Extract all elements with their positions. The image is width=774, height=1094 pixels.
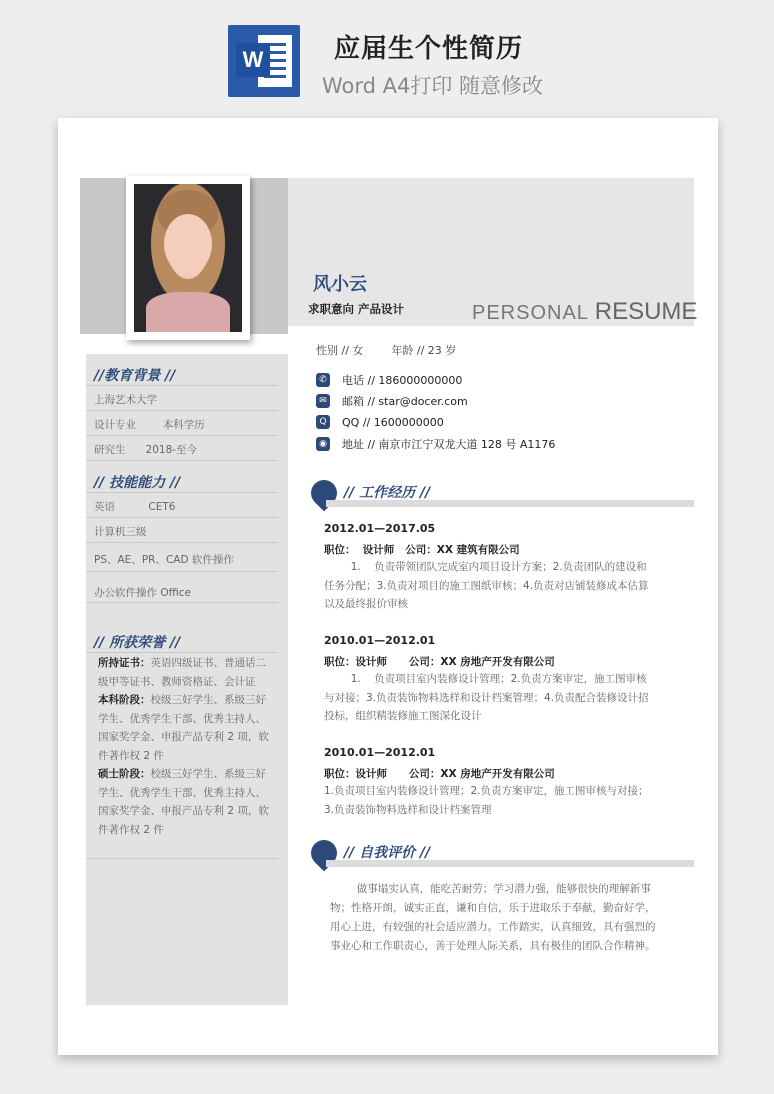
mail-icon: ✉: [316, 394, 330, 408]
honor-item: 所持证书：英语四级证书、普通话二级甲等证书、教师资格证、会计证: [98, 657, 266, 688]
job-role: 职位：设计师 公司：XX 房地产开发有限公司: [324, 768, 555, 780]
word-letter: W: [236, 43, 270, 77]
location-icon: ◉: [316, 437, 330, 451]
education-row: 上海艺术大学: [94, 394, 157, 406]
education-row: 设计专业 本科学历: [94, 419, 205, 431]
qq-icon: Q: [316, 415, 330, 429]
self-eval-title: // 自我评价 //: [344, 845, 431, 861]
contact-email: ✉ 邮箱 // star@docer.com: [316, 393, 468, 409]
personal-resume-brand: PERSONAL RESUME: [472, 298, 698, 325]
education-row: 研究生 2018-至今: [94, 444, 198, 456]
honors-title: // 所获荣誉 //: [94, 635, 181, 651]
phone-icon: ✆: [316, 373, 330, 387]
avatar: [134, 184, 242, 332]
job-description: 1.负责项目室内装修设计管理；2.负责方案审定，施工图审核与对接；3.负责装饰物料选样和设计档案管理: [324, 785, 649, 816]
job-role: 职位： 设计师 公司：XX 建筑有限公司: [324, 544, 520, 556]
resume-page: [58, 118, 718, 1055]
job-intent: 求职意向 产品设计: [308, 302, 405, 316]
job-date: 2010.01—2012.01: [324, 634, 436, 647]
work-title: // 工作经历 //: [344, 485, 431, 501]
promo-header: [0, 0, 774, 110]
profile-photo: [126, 176, 250, 340]
job-date: 2010.01—2012.01: [324, 746, 436, 759]
job-date: 2012.01—2017.05: [324, 522, 436, 535]
skills-title: // 技能能力 //: [94, 475, 181, 491]
skill-row: PS、AE、PR、CAD 软件操作: [94, 554, 234, 566]
education-title: //教育背景 //: [94, 368, 176, 384]
honor-item: 硕士阶段：校级三好学生、系级三好学生、优秀学生干部、优秀主持人、国家奖学金、申报产品专利 2 项，软件著作权 2 件: [98, 768, 269, 836]
contact-phone: ✆ 电话 // 186000000000: [316, 372, 462, 388]
contact-qq: Q QQ // 1600000000: [316, 415, 444, 429]
skill-row: 办公软件操作 Office: [94, 587, 191, 599]
candidate-name: 风小云: [313, 274, 367, 295]
job-role: 职位：设计师 公司：XX 房地产开发有限公司: [324, 656, 555, 668]
honor-item: 本科阶段：校级三好学生、系级三好学生、优秀学生干部、优秀主持人、国家奖学金、申报产品专利 2 项，软件著作权 2 件: [98, 694, 269, 762]
job-description: 1. 负责项目室内装修设计管理；2.负责方案审定，施工图审核与对接；3.负责装饰物料选样和设计档案管理；4.负责配合装修设计招投标，组织精装修施工图深化设计: [324, 673, 649, 722]
word-icon: [228, 25, 300, 97]
promo-title: 应届生个性简历: [334, 34, 524, 64]
promo-subtitle: Word A4打印 随意修改: [322, 74, 544, 98]
basic-info: 性别 // 女 年龄 // 23 岁: [316, 344, 457, 357]
contact-address: ◉ 地址 // 南京市江宁双龙大道 128 号 A1176: [316, 436, 555, 452]
self-eval-text: 做事塌实认真，能吃苦耐劳；学习潜力强，能够很快的理解新事物；性格开朗，诚实正直，谦和自信，乐于进取乐于奉献，勤奋好学，用心上进，有较强的社会适应潜力。工作踏实，认真细致，具有强烈的事业心和工作职责心，善于处理人际关系，具有极佳的团队合作精神。: [330, 883, 656, 952]
skill-row: 英语 CET6: [94, 501, 176, 513]
job-description: 1. 负责带领团队完成室内项目设计方案；2.负责团队的建设和任务分配；3.负责对项目的施工图纸审核；4.负责对店铺装修成本估算以及最终报价审核: [324, 561, 649, 610]
skill-row: 计算机三级: [94, 526, 147, 538]
